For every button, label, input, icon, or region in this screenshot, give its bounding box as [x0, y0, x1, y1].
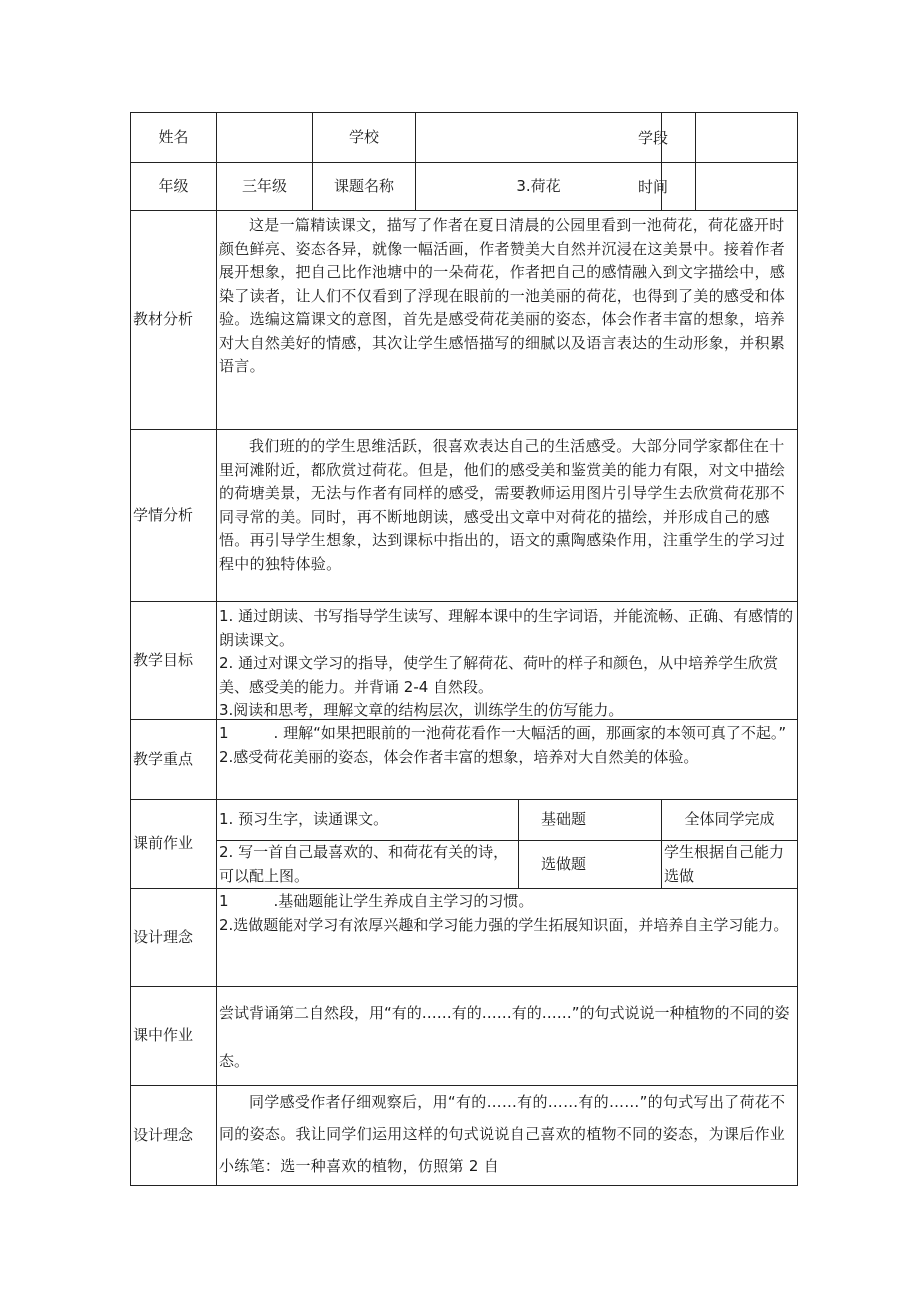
design-idea-2-label: 设计理念 — [131, 1086, 217, 1186]
student-analysis-text: 我们班的的学生思维活跃，很喜欢表达自己的生活感受。大部分同学家都住在十里河滩附近，都欣赏过荷花。但是，他们的感受美和鉴赏美的能力有限，对文中描绘的荷塘美景，无法与作者有同样的感受，需要教师运用图片引导学生去欣赏荷花那不同寻常的美。同时，再不断地朗读，感受出文章中对荷花的描绘，并形成自己的感悟。再引导学生想象，达到课标中指出的，语文的熏陶感染作用，注重学生的学习过程中的独特体验。 — [219, 437, 786, 573]
name-value — [217, 113, 313, 163]
design-idea-2-row — [131, 1086, 798, 1186]
preclass-type: 基础题 — [519, 800, 662, 841]
time-value — [696, 163, 798, 211]
inclass-homework-text: 尝试背诵第二自然段，用“有的……有的……有的……”的句式说说一种植物的不同的姿态。 — [219, 1004, 790, 1070]
stage-label: 学段 — [638, 129, 669, 147]
textbook-analysis-text: 这是一篇精读课文，描写了作者在夏日清晨的公园里看到一池荷花，荷花盛开时颜色鲜亮、姿态各异，就像一幅活画，作者赞美大自然并沉浸在这美景中。接着作者展开想象，把自己比作池塘中的一朵荷花，作者把自己的感情融入到文字描绘中，感染了读者，让人们不仅看到了浮现在眼前的一池美丽的荷花，也得到了美的感受和体验。选编这篇课文的意图，首先是感受荷花美丽的姿态，体会作者丰富的想象，培养对大自然美好的情感，其次让学生感悟描写的细腻以及语言表达的生动形象，并积累语言。 — [219, 216, 786, 375]
inclass-homework-cell — [217, 987, 798, 1086]
design-idea-2-cell — [217, 1086, 798, 1186]
key-point-item: 1 . 理解“如果把眼前的一池荷花看作一大幅活的画，那画家的本领可真了不起。” — [219, 724, 787, 742]
design-idea-item: 1 .基础题能让学生养成自主学习的习惯。 — [219, 892, 534, 910]
teaching-goals-row — [131, 602, 798, 720]
name-label: 姓名 — [131, 113, 217, 163]
inclass-homework-label: 课中作业 — [131, 987, 217, 1086]
preclass-who: 全体同学完成 — [662, 800, 798, 841]
textbook-analysis-row — [131, 211, 798, 430]
student-analysis-cell — [217, 430, 798, 602]
textbook-analysis-cell — [217, 211, 798, 430]
teaching-goals-label: 教学目标 — [131, 602, 217, 720]
design-idea-1-label: 设计理念 — [131, 889, 217, 987]
school-label: 学校 — [313, 113, 416, 163]
key-points-cell — [217, 720, 798, 800]
preclass-task: 1. 预习生字，读通课文。 — [217, 800, 519, 841]
teaching-goals-content — [219, 605, 795, 719]
key-points-label: 教学重点 — [131, 720, 217, 800]
topic-label: 课题名称 — [313, 163, 416, 211]
design-idea-1-cell — [217, 889, 798, 987]
time-label: 时间 — [638, 178, 669, 196]
key-point-item: 2.感受荷花美丽的姿态，体会作者丰富的想象，培养对大自然美的体验。 — [219, 747, 699, 766]
header-row-2 — [131, 163, 798, 211]
header-row-1 — [131, 113, 798, 163]
student-analysis-label: 学情分析 — [131, 430, 217, 602]
school-value — [416, 113, 662, 163]
inclass-homework-row — [131, 987, 798, 1086]
teaching-goals-cell — [217, 602, 798, 720]
teaching-goal-item: 1. 通过朗读、书写指导学生读写、理解本课中的生字词语，并能流畅、正确、有感情的朗读课文。 — [219, 607, 794, 649]
design-idea-1-row — [131, 889, 798, 987]
design-idea-item: 2.选做题能对学习有浓厚兴趣和学习能力强的学生拓展知识面，并培养自主学习能力。 — [219, 915, 789, 934]
design-idea-2-text: 同学感受作者仔细观察后，用“有的……有的……有的……”的句式写出了荷花不同的姿态。我让同学们运用这样的句式说说自己喜欢的植物不同的姿态，为课后作业小练笔：选一种喜欢的植物，仿照第 2 自 — [219, 1093, 786, 1175]
textbook-analysis-label: 教材分析 — [131, 211, 217, 430]
grade-label: 年级 — [131, 163, 217, 211]
key-points-row — [131, 720, 798, 800]
teaching-goal-item: 2. 通过对课文学习的指导，使学生了解荷花、荷叶的样子和颜色，从中培养学生欣赏美、感受美的能力。并背诵 2-4 自然段。 — [219, 654, 779, 696]
preclass-type: 选做题 — [519, 841, 662, 889]
grade-value: 三年级 — [217, 163, 313, 211]
preclass-homework-label: 课前作业 — [131, 800, 217, 889]
lesson-plan-table — [130, 112, 798, 1186]
topic-value: 3.荷花 — [416, 163, 662, 211]
stage-value — [696, 113, 798, 163]
preclass-homework-row-1 — [131, 800, 798, 841]
teaching-goal-item: 3.阅读和思考，理解文章的结构层次，训练学生的仿写能力。 — [219, 701, 624, 719]
preclass-task: 2. 写一首自己最喜欢的、和荷花有关的诗，可以配上图。 — [217, 841, 519, 889]
preclass-who: 学生根据自己能力选做 — [662, 841, 798, 889]
preclass-homework-row-2 — [131, 841, 798, 889]
student-analysis-row — [131, 430, 798, 602]
